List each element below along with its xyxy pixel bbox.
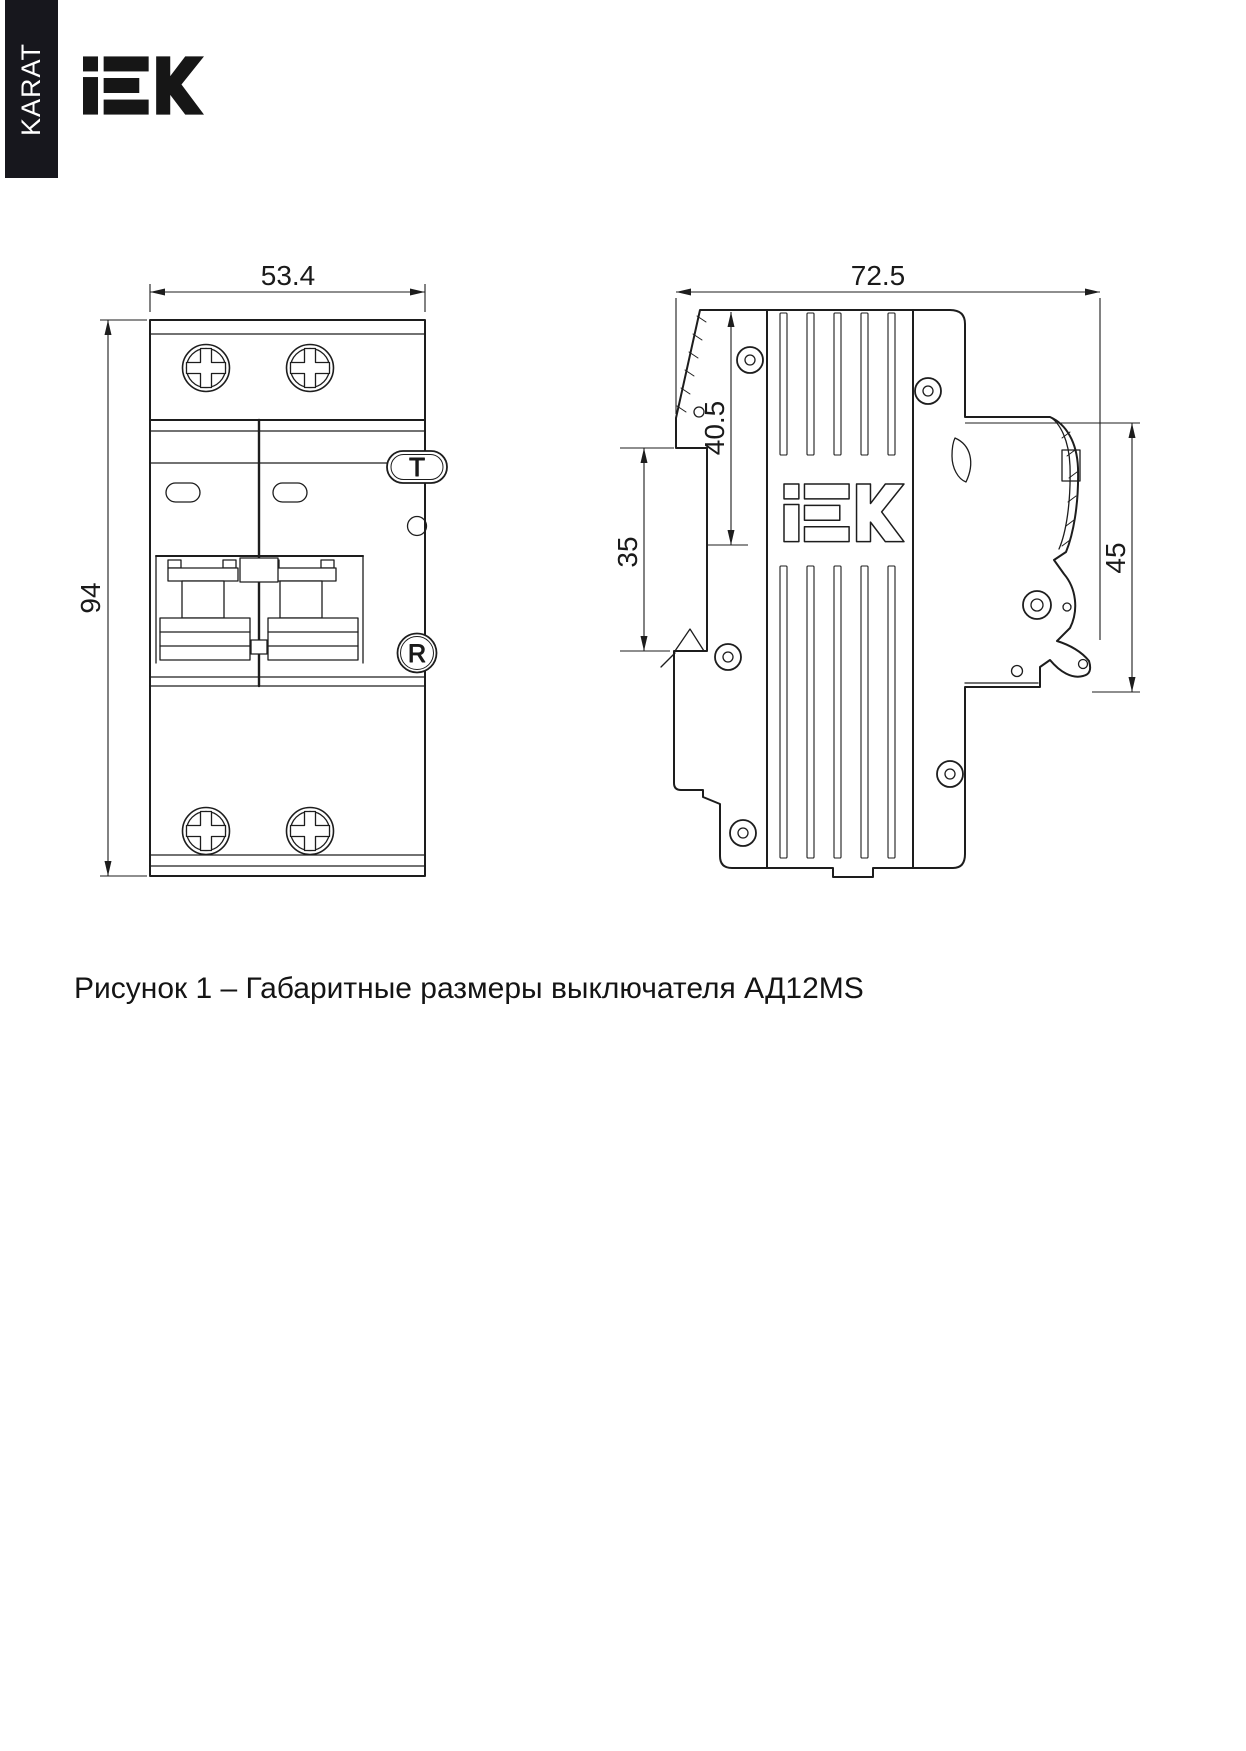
screw-head-icon bbox=[287, 345, 334, 392]
handle-tie-bar bbox=[251, 640, 267, 654]
arrow-icon bbox=[105, 861, 112, 876]
front-view-drawing bbox=[150, 320, 447, 876]
screw-head-icon bbox=[183, 345, 230, 392]
screw-head-icon bbox=[183, 808, 230, 855]
reset-button bbox=[398, 634, 437, 673]
side-view-drawing bbox=[661, 310, 1090, 877]
arrow-icon bbox=[105, 320, 112, 335]
dim-label-front-width: 53.4 bbox=[260, 260, 316, 291]
arrow-icon bbox=[641, 448, 648, 463]
arrow-icon bbox=[641, 636, 648, 651]
din-clip-tooth bbox=[675, 629, 704, 651]
din-clip-spring-line bbox=[661, 653, 675, 667]
arrow-icon bbox=[1129, 677, 1136, 692]
dim-front-height bbox=[75, 320, 147, 876]
reset-button-label: R bbox=[407, 640, 427, 668]
test-button-label: T bbox=[409, 452, 425, 482]
dim-rail-height bbox=[612, 448, 674, 651]
arrow-icon bbox=[676, 289, 691, 296]
dim-label-front-face-height: 45 bbox=[1100, 542, 1131, 574]
arrow-icon bbox=[150, 289, 165, 296]
karat-banner-label: KARAT bbox=[16, 42, 47, 136]
figure-caption: Рисунок 1 – Габаритные размеры выключателя АД12MS bbox=[74, 972, 864, 1005]
arrow-icon bbox=[1085, 289, 1100, 296]
dim-label-top-to-rail: 40.5 bbox=[699, 400, 730, 456]
arrow-icon bbox=[410, 289, 425, 296]
dim-label-rail-height: 35 bbox=[612, 536, 643, 568]
dim-label-side-depth: 72.5 bbox=[850, 260, 906, 291]
dim-front-width bbox=[150, 260, 425, 312]
screw-head-icon bbox=[287, 808, 334, 855]
test-button bbox=[387, 451, 447, 483]
arrow-icon bbox=[1129, 423, 1136, 438]
dim-label-front-height: 94 bbox=[75, 582, 106, 614]
handle-center-block bbox=[240, 558, 278, 582]
